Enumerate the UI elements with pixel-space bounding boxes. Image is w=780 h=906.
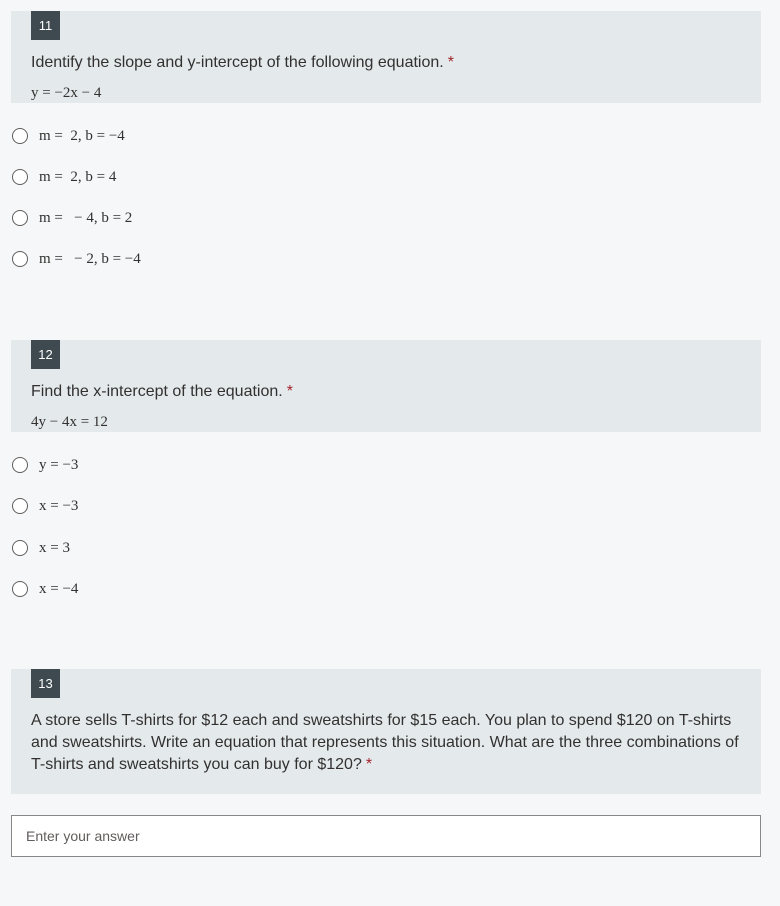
option-11-b[interactable] — [12, 167, 116, 187]
question-title — [31, 52, 454, 74]
option-label: x = 3 — [39, 539, 70, 556]
question-equation: 4y − 4x = 12 — [31, 414, 108, 430]
question-number-badge: 12 — [31, 340, 60, 369]
option-label: y = −3 — [39, 456, 79, 473]
option-label: m = − 4, b = 2 — [39, 209, 133, 226]
radio-button[interactable] — [12, 169, 28, 185]
option-label: x = −3 — [39, 497, 79, 514]
question-title-text: A store sells T-shirts for $12 each and sweatshirts for $15 each. You plan to spend $120 on T-shirts and sweatshirts. Write an equation that represents this situation. What are the three combinations of T-shirts and sweatshirts you can buy for $120? — [31, 712, 739, 773]
radio-button[interactable] — [12, 251, 28, 267]
question-title-text: Find the x-intercept of the equation. — [31, 383, 283, 400]
answer-input[interactable] — [11, 815, 761, 857]
option-label: x = −4 — [39, 580, 79, 597]
required-asterisk: * — [286, 383, 293, 400]
radio-button[interactable] — [12, 581, 28, 597]
radio-button[interactable] — [12, 498, 28, 514]
option-label: m = 2, b = −4 — [39, 127, 125, 144]
option-12-d[interactable] — [12, 579, 78, 599]
option-12-a[interactable] — [12, 455, 78, 475]
question-12-header — [11, 340, 761, 432]
option-11-c[interactable] — [12, 208, 132, 228]
option-11-a[interactable] — [12, 126, 125, 146]
question-13-header — [11, 669, 761, 794]
radio-button[interactable] — [12, 128, 28, 144]
question-title-text: Identify the slope and y-intercept of the following equation. — [31, 54, 444, 71]
required-asterisk: * — [365, 756, 373, 773]
option-12-c[interactable] — [12, 538, 70, 558]
question-equation: y = −2x − 4 — [31, 85, 102, 101]
question-title — [31, 710, 741, 776]
option-12-b[interactable] — [12, 496, 78, 516]
radio-button[interactable] — [12, 457, 28, 473]
question-number-badge: 13 — [31, 669, 60, 698]
option-label: m = 2, b = 4 — [39, 168, 117, 185]
option-label: m = − 2, b = −4 — [39, 250, 141, 267]
radio-button[interactable] — [12, 540, 28, 556]
question-11-header — [11, 11, 761, 103]
option-11-d[interactable] — [12, 249, 141, 269]
question-number-badge: 11 — [31, 11, 60, 40]
question-title — [31, 381, 293, 403]
radio-button[interactable] — [12, 210, 28, 226]
required-asterisk: * — [447, 54, 454, 71]
